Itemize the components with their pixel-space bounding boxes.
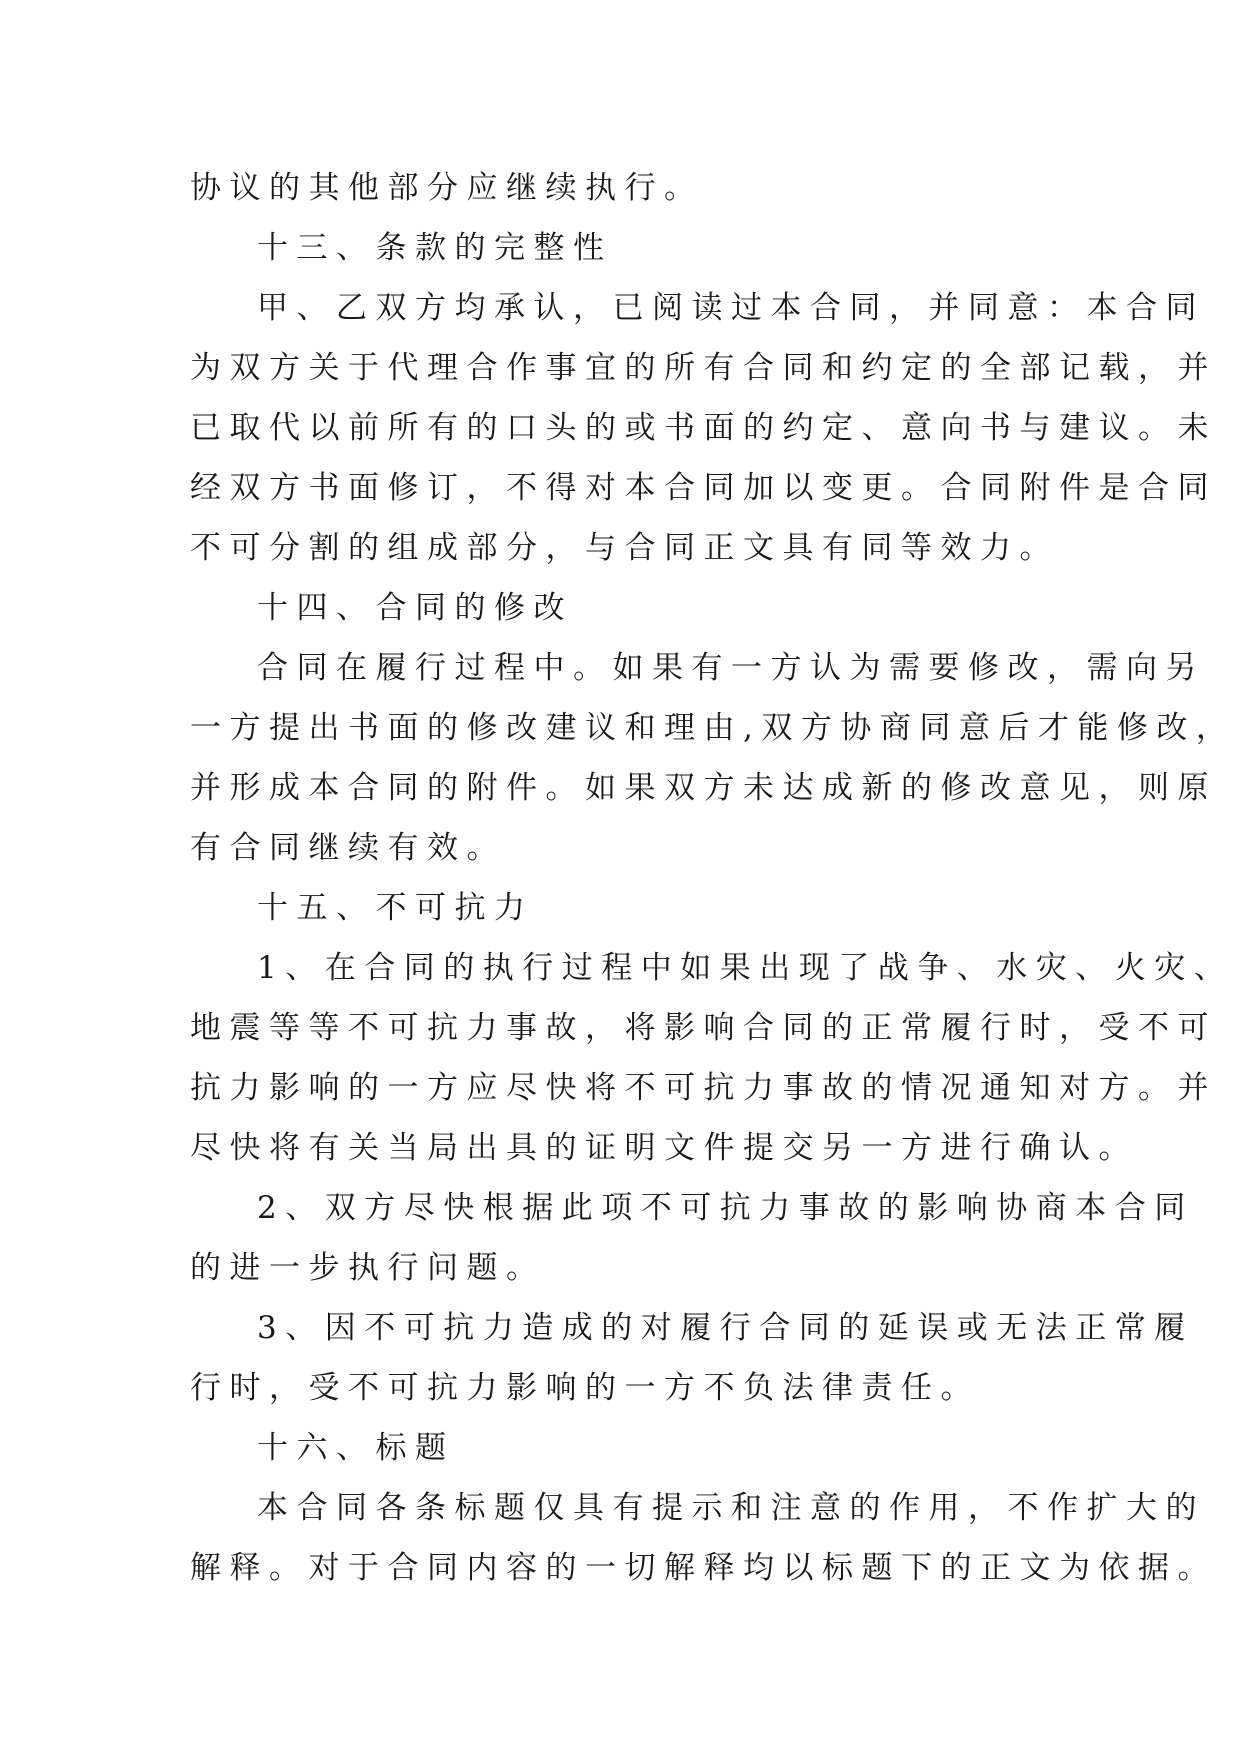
text-line: 2、双方尽快根据此项不可抗力事故的影响协商本合同 xyxy=(257,1190,1194,1226)
text-line: 一方提出书面的修改建议和理由,双方协商同意后才能修改， xyxy=(190,710,1236,746)
text-line: 协议的其他部分应继续执行。 xyxy=(190,170,704,206)
text-line: 经双方书面修订，不得对本合同加以变更。合同附件是合同 xyxy=(190,470,1217,506)
text-line: 1、在合同的执行过程中如果出现了战争、水灾、火灾、 xyxy=(257,950,1234,986)
text-line: 地震等等不可抗力事故，将影响合同的正常履行时，受不可 xyxy=(190,1010,1217,1046)
text-line: 行时，受不可抗力影响的一方不负法律责任。 xyxy=(190,1370,980,1406)
text-line: 并形成本合同的附件。如果双方未达成新的修改意见，则原 xyxy=(190,770,1217,806)
text-line: 的进一步执行问题。 xyxy=(190,1250,546,1286)
text-line: 不可分割的组成部分，与合同正文具有同等效力。 xyxy=(190,530,1059,566)
text-line: 合同在履行过程中。如果有一方认为需要修改，需向另 xyxy=(257,650,1205,686)
text-line: 有合同继续有效。 xyxy=(190,830,506,866)
text-line: 甲、乙双方均承认，已阅读过本合同，并同意：本合同 xyxy=(257,290,1205,326)
text-line: 解释。对于合同内容的一切解释均以标题下的正文为依据。 xyxy=(190,1550,1217,1586)
section-heading: 十六、标题 xyxy=(257,1430,455,1466)
contract-body-text xyxy=(190,158,1236,1598)
text-line: 3、因不可抗力造成的对履行合同的延误或无法正常履 xyxy=(257,1310,1194,1346)
text-line: 尽快将有关当局出具的证明文件提交另一方进行确认。 xyxy=(190,1130,1138,1166)
text-line: 本合同各条标题仅具有提示和注意的作用，不作扩大的 xyxy=(257,1490,1205,1526)
section-heading: 十四、合同的修改 xyxy=(257,590,573,626)
text-line: 为双方关于代理合作事宜的所有合同和约定的全部记载，并 xyxy=(190,350,1217,386)
text-line: 抗力影响的一方应尽快将不可抗力事故的情况通知对方。并 xyxy=(190,1070,1217,1106)
text-line: 已取代以前所有的口头的或书面的约定、意向书与建议。未 xyxy=(190,410,1217,446)
section-heading: 十三、条款的完整性 xyxy=(257,230,613,266)
section-heading: 十五、不可抗力 xyxy=(257,890,534,926)
